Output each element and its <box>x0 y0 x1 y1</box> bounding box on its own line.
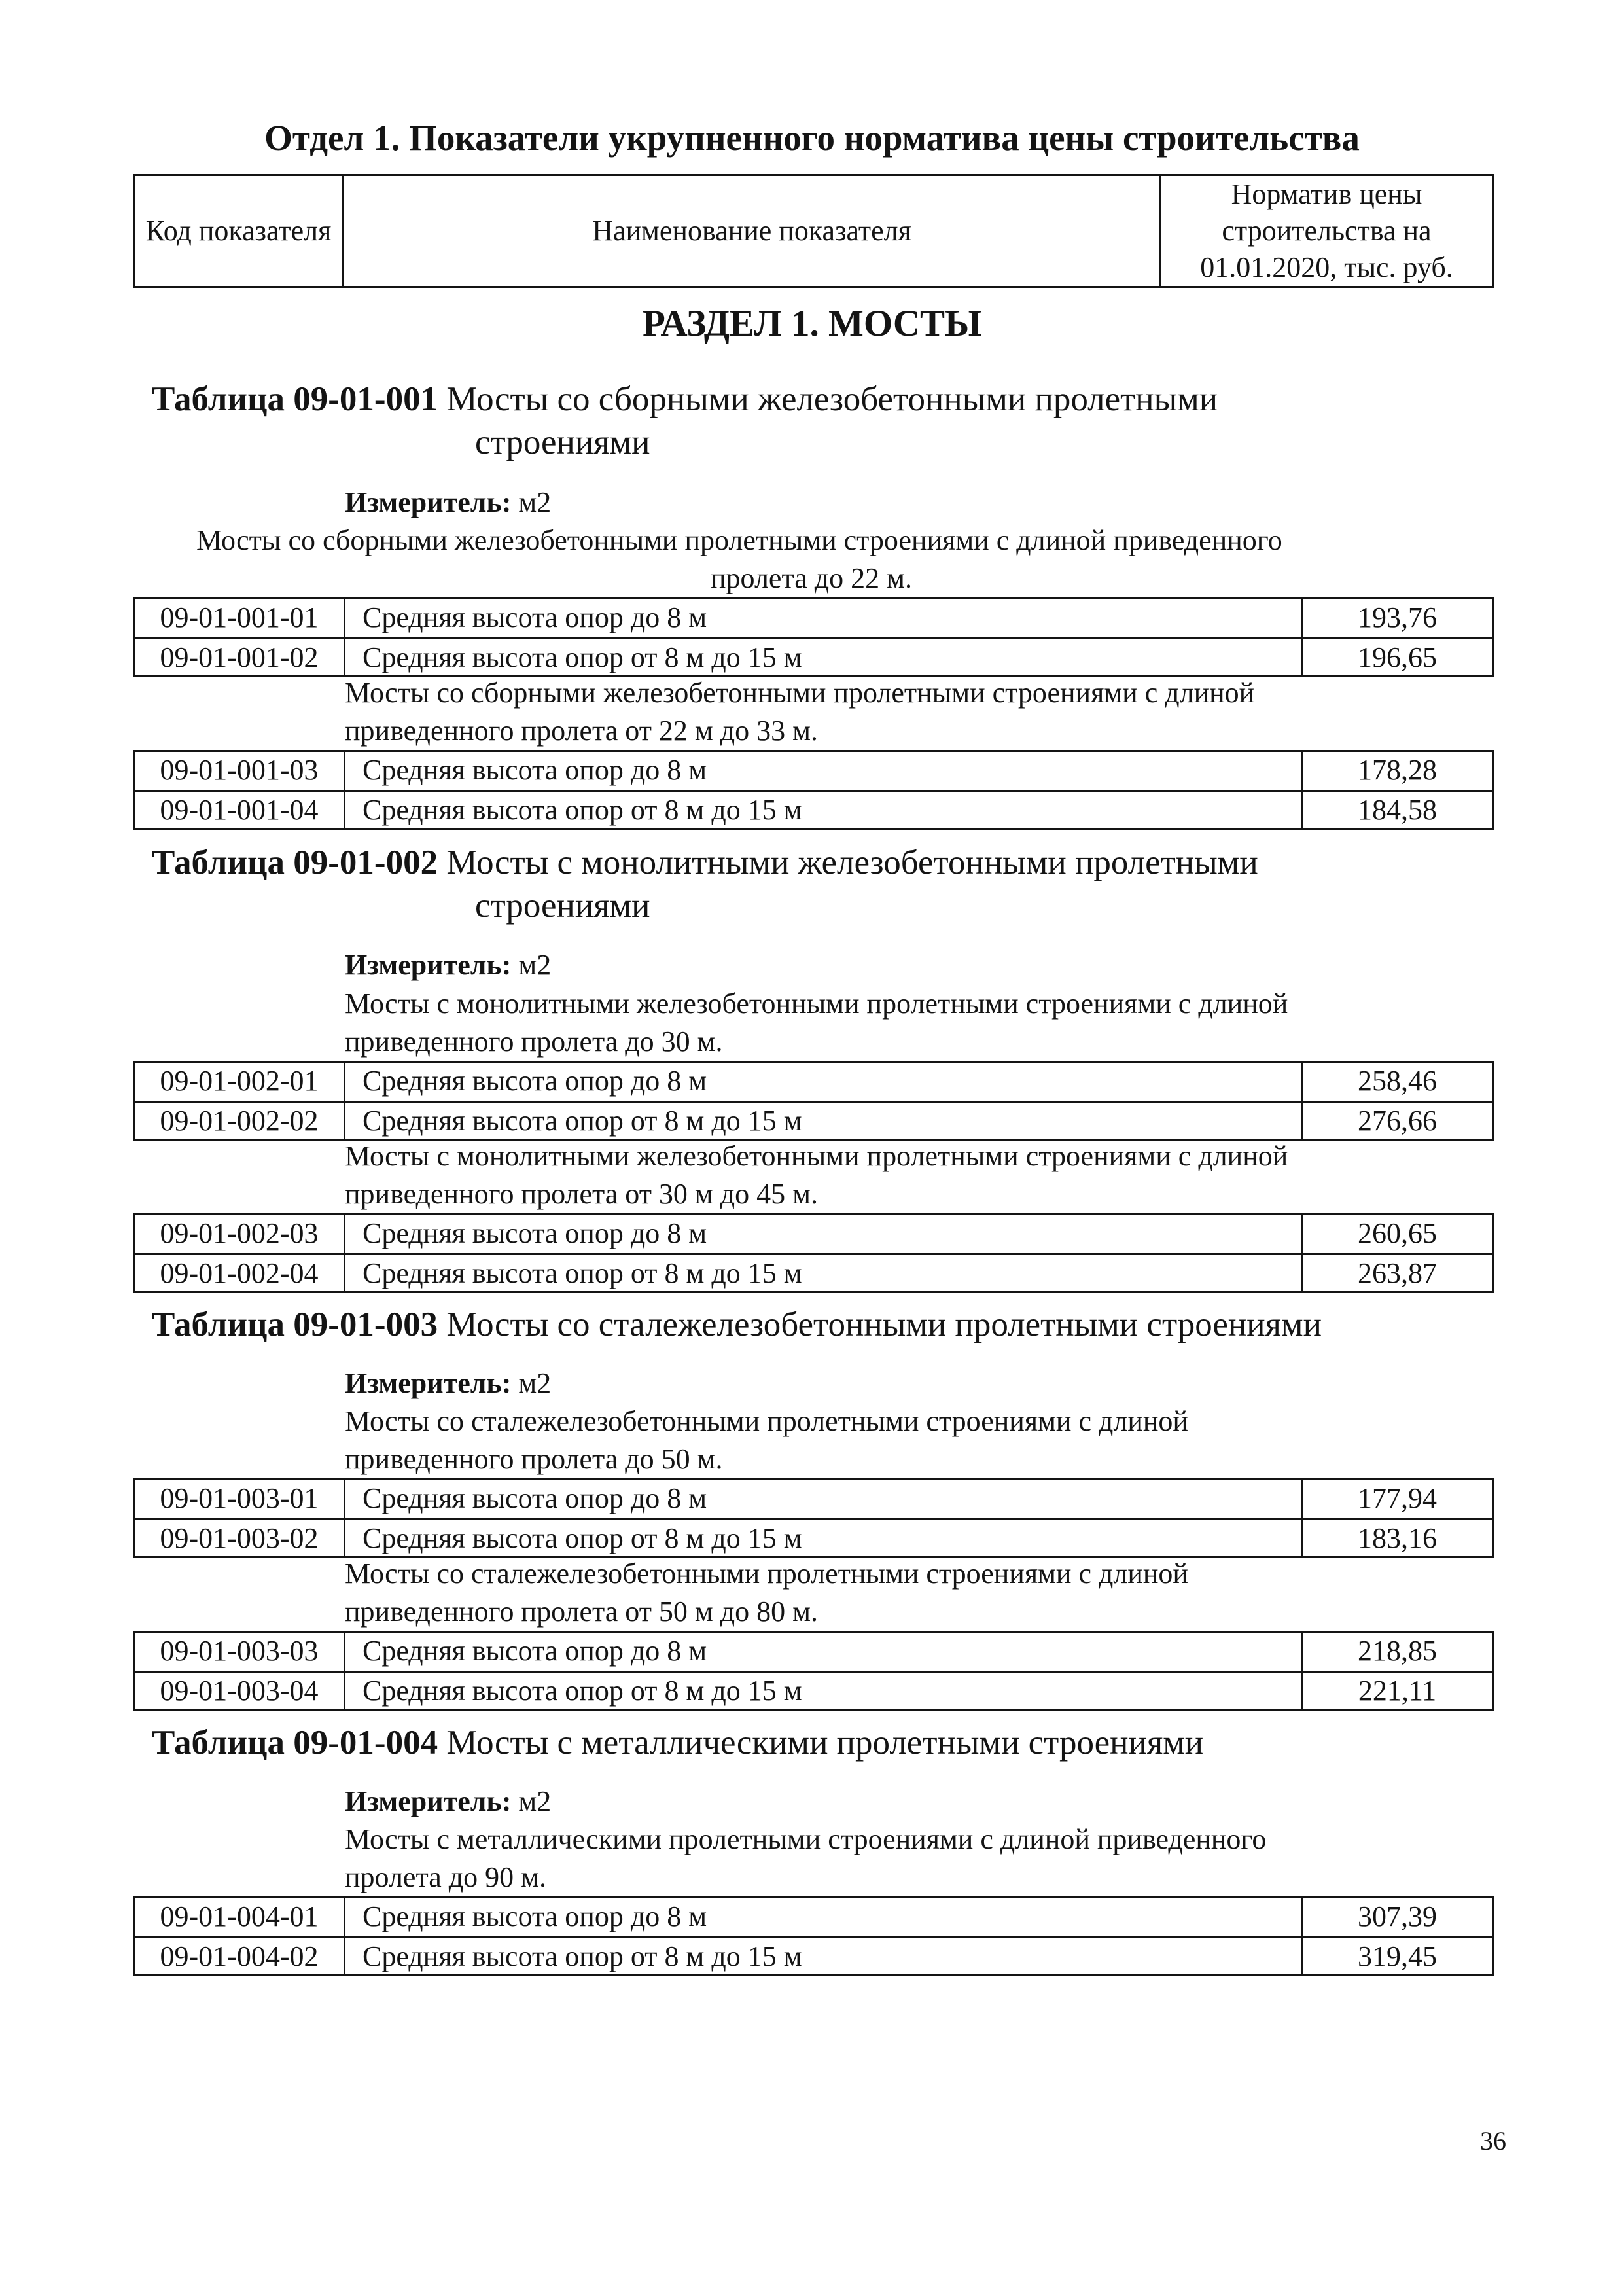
table-row <box>135 1898 1492 1936</box>
table-title-continued: строениями <box>475 423 650 461</box>
row-code: 09-01-004-02 <box>135 1938 345 1974</box>
header-name-cell: Наименование показателя <box>344 176 1161 286</box>
header-price-cell: Норматив цены строительства на 01.01.2020, тыс. руб. <box>1200 178 1453 283</box>
row-name: Средняя высота опор до 8 м <box>345 752 1303 790</box>
row-code: 09-01-003-04 <box>135 1673 345 1709</box>
table-row <box>135 1518 1492 1556</box>
row-name: Средняя высота опор от 8 м до 15 м <box>345 792 1303 828</box>
table-number: Таблица 09-01-002 <box>152 844 438 881</box>
group-description: Мосты с монолитными железобетонными пролетными строениями с длиной <box>345 1140 1288 1172</box>
row-code: 09-01-003-02 <box>135 1520 345 1556</box>
row-value: 276,66 <box>1358 1105 1437 1137</box>
group-description: Мосты с металлическими пролетными строениями с длиной приведенного <box>345 1823 1267 1855</box>
table-heading <box>152 1722 1526 1764</box>
table-row <box>135 1063 1492 1101</box>
row-value: 177,94 <box>1358 1482 1437 1514</box>
row-value: 307,39 <box>1358 1900 1437 1932</box>
group-description: Мосты со сталежелезобетонными пролетными строениями с длиной <box>345 1557 1188 1590</box>
row-value: 218,85 <box>1358 1635 1437 1667</box>
table-number: Таблица 09-01-004 <box>152 1724 438 1762</box>
table-heading <box>152 1304 1526 1345</box>
unit-value: м2 <box>518 486 552 518</box>
table-row <box>135 1671 1492 1709</box>
table-row <box>135 1215 1492 1253</box>
row-value: 221,11 <box>1358 1675 1437 1707</box>
row-code: 09-01-001-03 <box>135 752 345 790</box>
data-table <box>133 1061 1494 1141</box>
row-code: 09-01-003-03 <box>135 1633 345 1671</box>
row-value: 183,16 <box>1358 1522 1437 1554</box>
unit-line <box>345 1783 551 1820</box>
unit-line <box>345 947 551 984</box>
group-description-cont: приведенного пролета от 30 м до 45 м. <box>345 1178 818 1210</box>
table-row <box>135 790 1492 828</box>
row-name: Средняя высота опор до 8 м <box>345 1215 1303 1253</box>
row-value: 260,65 <box>1358 1217 1437 1249</box>
unit-value: м2 <box>518 1367 552 1399</box>
table-number: Таблица 09-01-003 <box>152 1306 438 1343</box>
row-code: 09-01-004-01 <box>135 1898 345 1936</box>
table-number: Таблица 09-01-001 <box>152 380 438 418</box>
row-value: 263,87 <box>1358 1257 1437 1289</box>
unit-label: Измеритель: <box>345 949 512 981</box>
row-value: 196,65 <box>1358 641 1437 673</box>
row-code: 09-01-002-04 <box>135 1255 345 1291</box>
table-title: Мосты с монолитными железобетонными пролетными <box>446 844 1258 881</box>
row-name: Средняя высота опор от 8 м до 15 м <box>345 1103 1303 1139</box>
row-code: 09-01-001-01 <box>135 599 345 637</box>
header-code-cell: Код показателя <box>135 176 344 286</box>
row-value: 258,46 <box>1358 1065 1437 1097</box>
row-code: 09-01-001-04 <box>135 792 345 828</box>
row-name: Средняя высота опор до 8 м <box>345 1063 1303 1101</box>
table-title: Мосты со сборными железобетонными пролетными <box>446 380 1218 418</box>
row-name: Средняя высота опор до 8 м <box>345 1633 1303 1671</box>
unit-line <box>345 1365 551 1402</box>
group-description-cont: приведенного пролета от 50 м до 80 м. <box>345 1595 818 1628</box>
table-row <box>135 637 1492 675</box>
group-description: Мосты со сборными железобетонными пролетными строениями с длиной приведенного <box>196 524 1282 556</box>
unit-value: м2 <box>518 1785 552 1817</box>
row-code: 09-01-002-02 <box>135 1103 345 1139</box>
row-value: 193,76 <box>1358 601 1437 633</box>
group-description: Мосты со сборными железобетонными пролетными строениями с длиной <box>345 677 1255 709</box>
row-name: Средняя высота опор от 8 м до 15 м <box>345 1255 1303 1291</box>
table-row <box>135 1253 1492 1291</box>
table-row <box>135 752 1492 790</box>
data-table <box>133 1478 1494 1558</box>
row-name: Средняя высота опор до 8 м <box>345 1480 1303 1518</box>
row-name: Средняя высота опор до 8 м <box>345 1898 1303 1936</box>
row-name: Средняя высота опор от 8 м до 15 м <box>345 1673 1303 1709</box>
table-heading <box>152 842 1526 883</box>
row-value: 319,45 <box>1358 1940 1437 1972</box>
row-value: 184,58 <box>1358 794 1437 826</box>
table-row <box>135 1633 1492 1671</box>
row-name: Средняя высота опор от 8 м до 15 м <box>345 1520 1303 1556</box>
table-row <box>135 1101 1492 1139</box>
table-row <box>135 599 1492 637</box>
row-name: Средняя высота опор до 8 м <box>345 599 1303 637</box>
row-code: 09-01-002-03 <box>135 1215 345 1253</box>
section-title: РАЗДЕЛ 1. МОСТЫ <box>642 303 982 344</box>
group-description-cont: пролета до 90 м. <box>345 1861 546 1893</box>
group-description-cont: приведенного пролета от 22 м до 33 м. <box>345 715 818 747</box>
data-table <box>133 1213 1494 1293</box>
data-table <box>133 597 1494 677</box>
group-description-cont: пролета до 22 м. <box>711 562 912 594</box>
row-name: Средняя высота опор от 8 м до 15 м <box>345 1938 1303 1974</box>
data-table <box>133 1631 1494 1711</box>
page-number: 36 <box>1480 2126 1506 2156</box>
data-table <box>133 750 1494 830</box>
unit-label: Измеритель: <box>345 1785 512 1817</box>
unit-label: Измеритель: <box>345 486 512 518</box>
unit-value: м2 <box>518 949 552 981</box>
data-table <box>133 1896 1494 1976</box>
row-code: 09-01-003-01 <box>135 1480 345 1518</box>
table-row <box>135 1936 1492 1974</box>
group-description: Мосты с монолитными железобетонными пролетными строениями с длиной <box>345 987 1288 1020</box>
table-title-continued: строениями <box>475 887 650 925</box>
row-code: 09-01-001-02 <box>135 639 345 675</box>
table-title: Мосты со сталежелезобетонными пролетными строениями <box>446 1306 1322 1343</box>
page-title: Отдел 1. Показатели укрупненного норматива цены строительства <box>264 118 1360 158</box>
table-row <box>135 1480 1492 1518</box>
unit-label: Измеритель: <box>345 1367 512 1399</box>
unit-line <box>345 484 551 521</box>
row-name: Средняя высота опор от 8 м до 15 м <box>345 639 1303 675</box>
group-description-cont: приведенного пролета до 50 м. <box>345 1443 723 1475</box>
group-description: Мосты со сталежелезобетонными пролетными строениями с длиной <box>345 1405 1188 1437</box>
table-heading <box>152 378 1526 420</box>
row-code: 09-01-002-01 <box>135 1063 345 1101</box>
row-value: 178,28 <box>1358 754 1437 786</box>
header-table <box>133 174 1494 288</box>
table-title: Мосты с металлическими пролетными строениями <box>446 1724 1204 1762</box>
group-description-cont: приведенного пролета до 30 м. <box>345 1025 723 1058</box>
